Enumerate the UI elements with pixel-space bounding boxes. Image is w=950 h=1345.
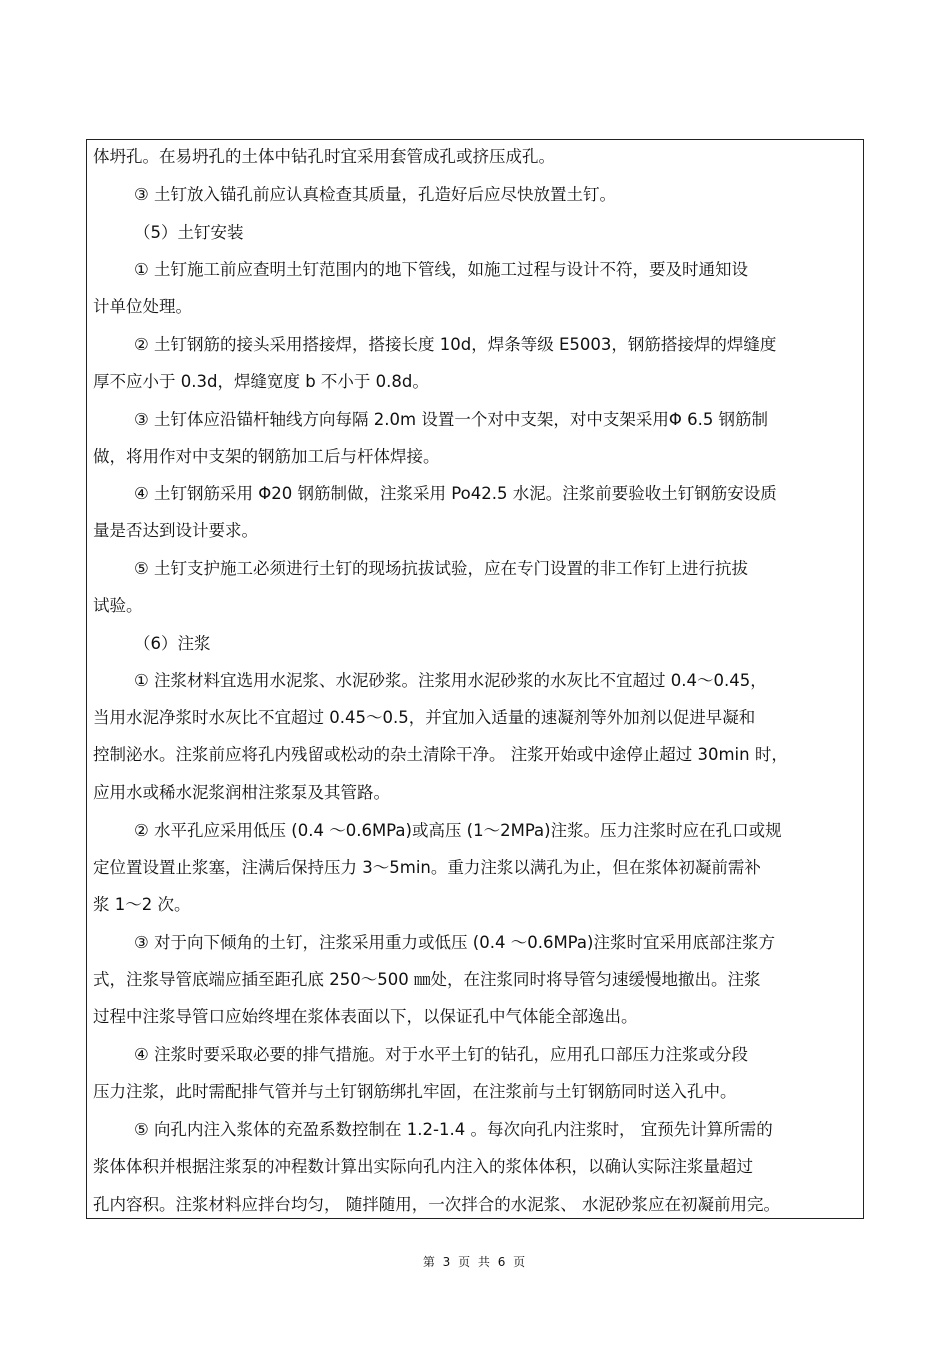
page-footer: 第 3 页 共 6 页 (422, 1255, 528, 1269)
text-line: ③ 土钉放入锚孔前应认真检查其质量，孔造好后应尽快放置土钉。 (134, 185, 617, 204)
text-line: ⑤ 向孔内注入浆体的充盈系数控制在 1.2-1.4 。每次向孔内注浆时， 宜预先计算所需的 (134, 1120, 773, 1139)
text-line: 计单位处理。 (93, 297, 192, 316)
text-line: 控制泌水。注浆前应将孔内残留或松动的杂土清除干净。 注浆开始或中途停止超过 30min 时， (93, 745, 788, 764)
text-line: 过程中注浆导管口应始终埋在浆体表面以下，以保证孔中气体能全部逸出。 (93, 1007, 638, 1026)
text-line: ② 土钉钢筋的接头采用搭接焊，搭接长度 10d，焊条等级 E5003，钢筋搭接焊的焊缝度 (134, 335, 777, 354)
text-line: 做，将用作对中支架的钢筋加工后与杆体焊接。 (93, 447, 440, 466)
text-line: 式，注浆导管底端应插至距孔底 250～500 ㎜处，在注浆同时将导管匀速缓慢地撤出。注浆 (93, 970, 761, 989)
text-line: 浆 1～2 次。 (93, 895, 191, 914)
text-line: 量是否达到设计要求。 (93, 521, 258, 540)
text-line: （6）注浆 (134, 634, 211, 653)
text-line: ③ 对于向下倾角的土钉，注浆采用重力或低压 (0.4 ～0.6MPa)注浆时宜采用底部注浆方 (134, 933, 775, 952)
text-line: （5）土钉安装 (134, 223, 244, 242)
text-line: 应用水或稀水泥浆润柑注浆泵及其管路。 (93, 783, 390, 802)
text-line: ① 土钉施工前应查明土钉范围内的地下管线，如施工过程与设计不符，要及时通知设 (134, 260, 749, 279)
text-line: ③ 土钉体应沿锚杆轴线方向每隔 2.0m 设置一个对中支架，对中支架采用Φ 6.5 钢筋制 (134, 410, 769, 429)
text-line: ④ 注浆时要采取必要的排气措施。对于水平土钉的钻孔，应用孔口部压力注浆或分段 (134, 1045, 749, 1064)
text-line: 孔内容积。注浆材料应拌台均匀， 随拌随用，一次拌合的水泥浆、 水泥砂浆应在初凝前用完。 (93, 1195, 780, 1214)
text-line: ⑤ 土钉支护施工必须进行土钉的现场抗拔试验，应在专门设置的非工作钉上进行抗拔 (134, 559, 749, 578)
text-line: 体坍孔。在易坍孔的土体中钻孔时宜采用套管成孔或挤压成孔。 (93, 147, 555, 166)
text-line: 浆体体积并根据注浆泵的冲程数计算出实际向孔内注入的浆体体积，以确认实际注浆量超过 (93, 1157, 753, 1176)
text-line: 当用水泥净浆时水灰比不宜超过 0.45～0.5，并宜加入适量的速凝剂等外加剂以促进早凝和 (93, 708, 756, 727)
content-frame (86, 139, 864, 1219)
text-line: ① 注浆材料宜选用水泥浆、水泥砂浆。注浆用水泥砂浆的水灰比不宜超过 0.4～0.45， (134, 671, 767, 690)
text-line: ④ 土钉钢筋采用 Φ20 钢筋制做，注浆采用 Po42.5 水泥。注浆前要验收土钉钢筋安设质 (134, 484, 777, 503)
text-line: ② 水平孔应采用低压 (0.4 ～0.6MPa)或高压 (1～2MPa)注浆。压力注浆时应在孔口或规 (134, 821, 782, 840)
text-line: 试验。 (93, 596, 143, 615)
text-line: 定位置设置止浆塞，注满后保持压力 3～5min。重力注浆以满孔为止，但在浆体初凝前需补 (93, 858, 761, 877)
text-line: 压力注浆，此时需配排气管并与土钉钢筋绑扎牢固，在注浆前与土钉钢筋同时送入孔中。 (93, 1082, 737, 1101)
text-line: 厚不应小于 0.3d，焊缝宽度 b 不小于 0.8d。 (93, 372, 429, 391)
